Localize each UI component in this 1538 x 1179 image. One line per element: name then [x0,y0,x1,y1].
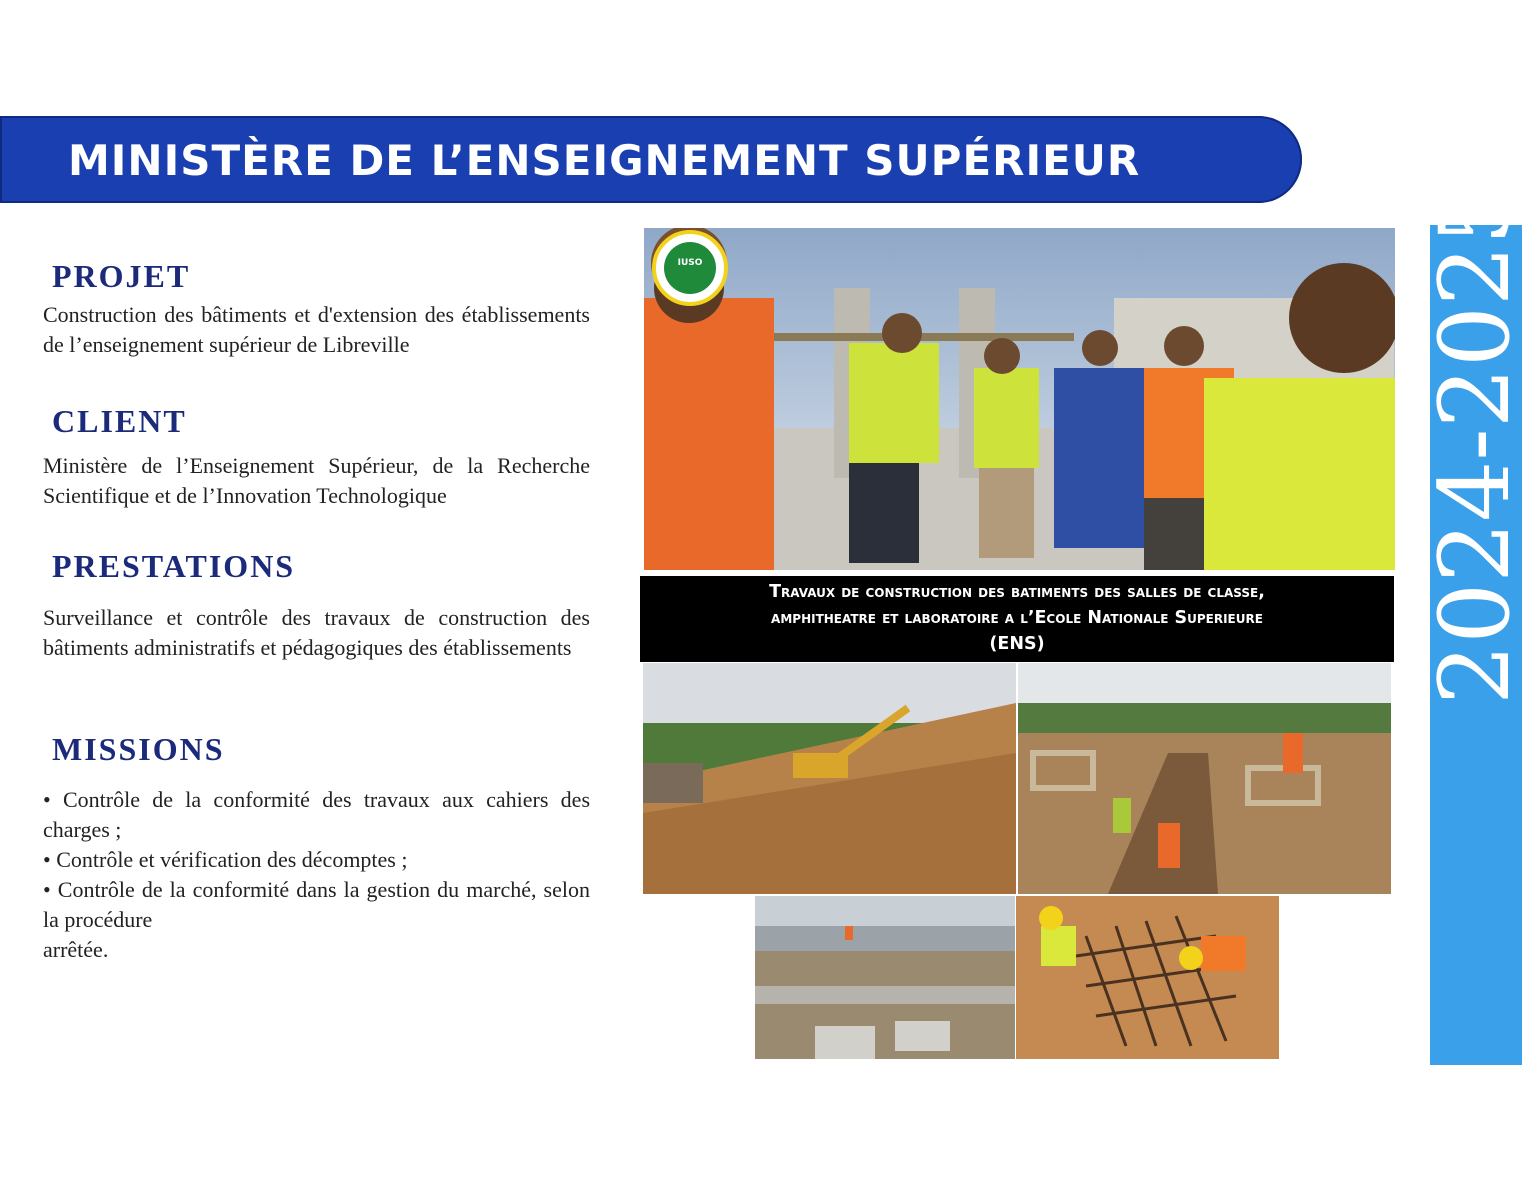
caption-line-2: amphitheatre et laboratoire a l’Ecole Nationale Superieure [771,608,1263,628]
projet-text: Construction des bâtiments et d'extension des établissements de l’enseignement supérieur de Libreville [43,302,590,357]
caption-line-1: Travaux de construction des batiments des salles de classe, [769,582,1265,602]
projet-heading: PROJET [52,258,191,294]
client-text: Ministère de l’Enseignement Supérieur, de la Recherche Scientifique et de l’Innovation Technologique [43,453,590,508]
trench-photo [1018,663,1391,894]
excavation-photo [643,663,1016,894]
client-heading: CLIENT [52,403,187,439]
foundation-blocks-photo [755,896,1015,1059]
mission-item: • Contrôle de la conformité dans la gestion du marché, selon la procédure [43,877,590,932]
missions-heading: MISSIONS [52,731,225,767]
prestations-text: Surveillance et contrôle des travaux de construction des bâtiments administratifs et pédagogiques des établissements [43,605,590,660]
photo-caption [640,576,1394,662]
site-visit-photo [644,228,1395,570]
year-label: 2024-2025 [1419,183,1531,705]
page-title: MINISTÈRE DE L’ENSEIGNEMENT SUPÉRIEUR [68,136,1141,185]
mission-item: • Contrôle et vérification des décomptes ; [43,847,408,872]
logo-badge [654,232,726,304]
mission-item: • Contrôle de la conformité des travaux aux cahiers des charges ; [43,787,590,842]
missions-list [43,785,590,965]
mission-item: arrêtée. [43,937,109,962]
rebar-cage-photo [1016,896,1279,1059]
caption-line-3: (ENS) [989,634,1045,654]
prestations-heading: PRESTATIONS [52,548,296,584]
logo-text: IUSO [677,258,703,268]
